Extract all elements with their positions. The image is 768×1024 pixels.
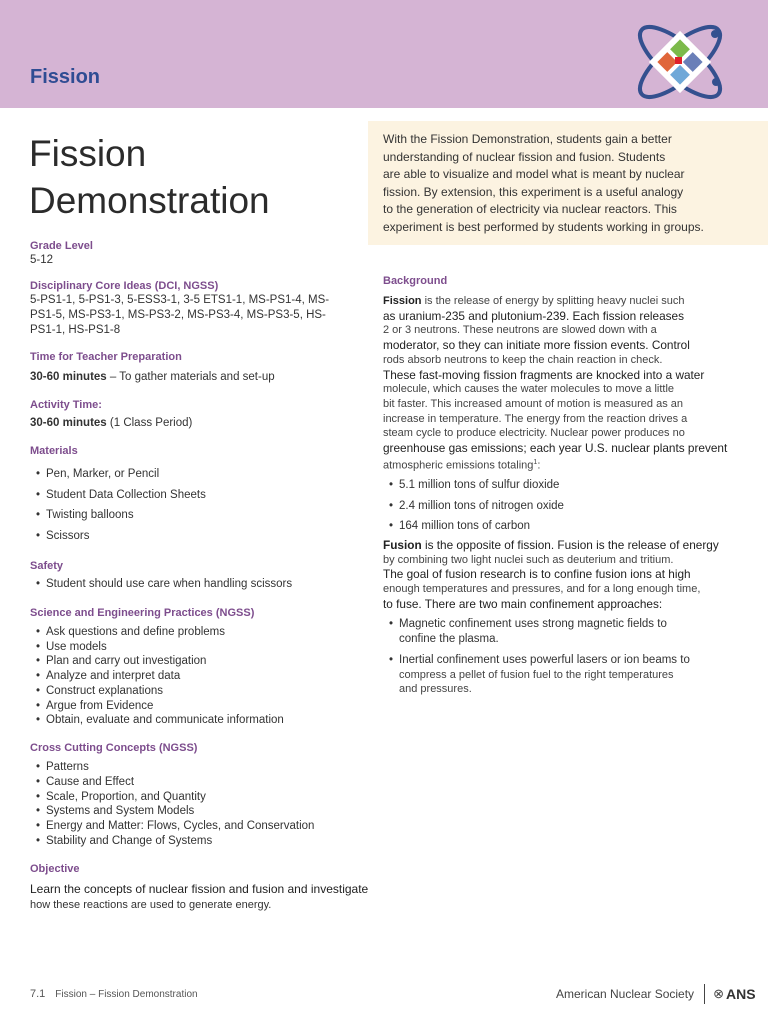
header-band: [0, 0, 768, 108]
title-line: Fission: [29, 133, 147, 174]
emission-item: • 2.4 million tons of nitrogen oxide: [383, 496, 564, 517]
atom-qr-logo-icon: [620, 22, 740, 102]
material-item: • Pen, Marker, or Pencil: [30, 464, 206, 485]
practice-item: • Plan and carry out investigation: [30, 654, 284, 669]
fusion-paragraph: [383, 538, 719, 612]
practice-item: • Analyze and interpret data: [30, 669, 284, 684]
item-line: confine the plasma.: [399, 633, 499, 645]
material-item: • Student Data Collection Sheets: [30, 485, 206, 506]
safety-list: [30, 577, 292, 592]
material-item: • Twisting balloons: [30, 505, 206, 526]
intro-line: to the generation of electricity via nuclear reactors. This: [383, 202, 677, 216]
prep-time-note: – To gather materials and set-up: [106, 371, 275, 383]
activity-time-value: [30, 416, 192, 431]
concept-item: • Scale, Proportion, and Quantity: [30, 790, 314, 805]
footer-org: [556, 984, 756, 1004]
paragraph-line: is the release of energy by splitting heavy nuclei such: [421, 295, 685, 307]
materials-label: Materials: [30, 445, 78, 457]
fission-term: Fission: [383, 295, 422, 307]
crosscutting-label: Cross Cutting Concepts (NGSS): [30, 742, 198, 754]
paragraph-line: The goal of fusion research is to confine fusion ions at high: [383, 567, 691, 582]
intro-box: [368, 121, 768, 245]
paragraph-line: molecule, which causes the water molecules to move a little: [383, 383, 675, 396]
concept-item: • Energy and Matter: Flows, Cycles, and Conservation: [30, 819, 314, 834]
paragraph-line: to fuse. There are two main confinement approaches:: [383, 596, 663, 611]
intro-line: experiment is best performed by students working in groups.: [383, 219, 704, 234]
practice-item: • Argue from Evidence: [30, 699, 284, 714]
background-label: Background: [383, 275, 448, 287]
footer-page-info: [30, 988, 198, 1000]
fusion-term: Fusion: [383, 538, 422, 552]
paragraph-line: atmospheric emissions totaling: [383, 459, 534, 472]
paragraph-line: as uranium-235 and plutonium-239. Each fission releases: [383, 308, 684, 323]
prep-time-bold: 30-60 minutes: [30, 371, 107, 383]
paragraph-line: enough temperatures and pressures, and for a long enough time,: [383, 583, 701, 596]
concept-item: • Stability and Change of Systems: [30, 834, 314, 849]
objective-label: Objective: [30, 863, 80, 875]
paragraph-line: These fast-moving fission fragments are knocked into a water: [383, 367, 705, 382]
confinement-item: [383, 653, 690, 697]
concept-item: • Systems and System Models: [30, 804, 314, 819]
confinement-item: [383, 617, 690, 647]
activity-time-note: (1 Class Period): [106, 417, 193, 429]
safety-item: • Student should use care when handling scissors: [30, 577, 292, 592]
practice-item: • Construct explanations: [30, 684, 284, 699]
dci-list: [30, 293, 329, 338]
intro-line: are able to visualize and model what is meant by nuclear: [383, 167, 685, 181]
item-line: • Inertial confinement uses powerful lasers or ion beams to: [399, 654, 690, 666]
paragraph-line: bit faster. This increased amount of motion is measured as an: [383, 397, 684, 410]
practices-label: Science and Engineering Practices (NGSS): [30, 607, 255, 619]
grade-level-label: Grade Level: [30, 240, 93, 252]
concept-item: • Cause and Effect: [30, 775, 314, 790]
intro-line: With the Fission Demonstration, students gain a better: [383, 132, 672, 146]
page-number: 7.1: [30, 988, 46, 1000]
paragraph-line: moderator, so they can initiate more fission events. Control: [383, 338, 690, 353]
emission-item: • 5.1 million tons of sulfur dioxide: [383, 475, 564, 496]
footnote-mark: 1: [533, 458, 538, 466]
footer-doc-title: Fission – Fission Demonstration: [55, 989, 198, 1000]
activity-time-bold: 30-60 minutes: [30, 417, 107, 429]
intro-line: understanding of nuclear fission and fusion. Students: [383, 149, 666, 164]
paragraph-line: greenhouse gas emissions; each year U.S. nuclear plants prevent: [383, 441, 728, 456]
crosscutting-list: [30, 760, 314, 849]
dci-line: PS1-1, HS-PS1-8: [30, 324, 121, 336]
paragraph-line: rods absorb neutrons to keep the chain reaction in check.: [383, 353, 663, 366]
paragraph-line: is the opposite of fission. Fusion is the release of energy: [421, 538, 719, 552]
materials-list: [30, 464, 206, 546]
ans-logo-icon: ⊗: [713, 986, 724, 1001]
dci-line: PS1-5, MS-PS3-1, MS-PS3-2, MS-PS3-4, MS-PS3-5, HS-: [30, 309, 326, 321]
prep-time-value: [30, 370, 275, 385]
safety-label: Safety: [30, 560, 64, 572]
practice-item: • Use models: [30, 640, 284, 655]
ans-logo-text: ANS: [725, 986, 756, 1002]
objective-text: [30, 881, 368, 913]
practices-list: [30, 625, 284, 728]
title-line: Demonstration: [29, 180, 270, 221]
dci-line: 5-PS1-1, 5-PS1-3, 5-ESS3-1, 3-5 ETS1-1, MS-PS1-4, MS-: [30, 294, 330, 306]
paragraph-line: steam cycle to produce electricity. Nuclear power produces no: [383, 427, 685, 440]
practice-item: • Ask questions and define problems: [30, 625, 284, 640]
objective-line: how these reactions are used to generate energy.: [30, 899, 272, 911]
item-line: and pressures.: [399, 683, 472, 696]
paragraph-line: by combining two light nuclei such as deuterium and tritium.: [383, 553, 674, 566]
practice-item: • Obtain, evaluate and communicate information: [30, 713, 284, 728]
divider: [704, 984, 705, 1004]
document-title: [29, 130, 270, 224]
emission-item: • 164 million tons of carbon: [383, 516, 564, 537]
concept-item: • Patterns: [30, 760, 314, 775]
objective-line: Learn the concepts of nuclear fission and fusion and investigate: [30, 882, 369, 896]
item-line: compress a pellet of fusion fuel to the right temperatures: [399, 668, 674, 681]
colon: :: [537, 459, 541, 472]
dci-label: Disciplinary Core Ideas (DCI, NGSS): [30, 280, 219, 292]
grade-level-value: 5-12: [30, 254, 54, 266]
confinement-list: [383, 617, 690, 697]
material-item: • Scissors: [30, 526, 206, 547]
activity-time-label: Activity Time:: [30, 399, 102, 411]
fission-paragraph: [383, 294, 727, 473]
org-name: American Nuclear Society: [556, 987, 695, 1001]
paragraph-line: increase in temperature. The energy from the reaction drives a: [383, 412, 688, 425]
prep-time-label: Time for Teacher Preparation: [30, 351, 182, 363]
emissions-list: [383, 475, 564, 537]
intro-line: fission. By extension, this experiment is a useful analogy: [383, 184, 684, 199]
paragraph-line: 2 or 3 neutrons. These neutrons are slowed down with a: [383, 324, 657, 337]
item-line: • Magnetic confinement uses strong magnetic fields to: [399, 618, 667, 630]
section-title: Fission: [30, 66, 101, 88]
